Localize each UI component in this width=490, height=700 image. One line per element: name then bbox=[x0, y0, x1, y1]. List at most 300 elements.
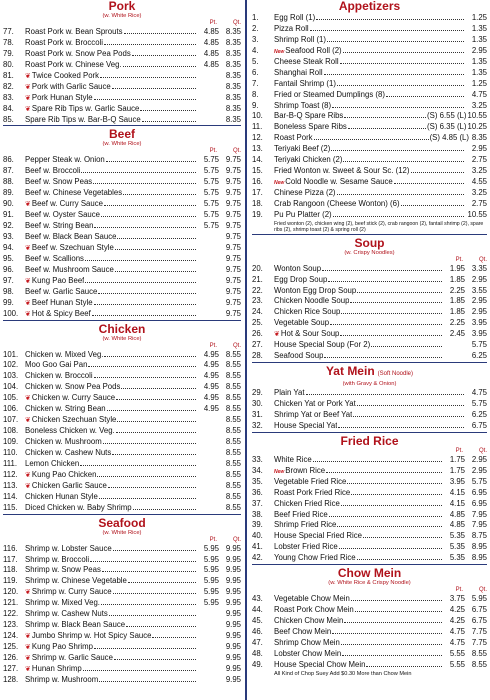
item-number: 32. bbox=[252, 420, 263, 430]
item-price-pint: 3.95 bbox=[449, 476, 465, 486]
hot-spicy-icon: ❦ bbox=[25, 654, 31, 662]
header-pint: Pt. bbox=[209, 20, 217, 26]
item-name: House Special Yat bbox=[274, 420, 338, 430]
item-name: Beef w. Garlic Sauce bbox=[25, 286, 98, 296]
menu-item bbox=[3, 360, 241, 371]
menu-item bbox=[252, 466, 487, 477]
item-name-wrap bbox=[25, 155, 105, 166]
item-name-wrap bbox=[25, 360, 87, 371]
menu-item bbox=[252, 122, 487, 133]
dot-leader bbox=[348, 128, 426, 129]
item-name: Chicken w. Mushroom bbox=[25, 437, 102, 446]
item-name-wrap bbox=[25, 448, 111, 459]
item-price-pint: 5.35 bbox=[449, 542, 465, 552]
item-price-pint: 5.75 bbox=[203, 166, 219, 176]
hot-spicy-icon: ❦ bbox=[25, 665, 31, 673]
menu-item bbox=[3, 631, 241, 642]
item-number: 93. bbox=[3, 232, 14, 241]
item-price-quart: 8.35 bbox=[225, 48, 241, 58]
header-spacer bbox=[3, 148, 187, 155]
menu-item bbox=[252, 318, 487, 329]
hot-spicy-icon: ❦ bbox=[25, 471, 31, 479]
item-price-quart: 8.55 bbox=[225, 349, 241, 359]
item-name: Wonton Soup bbox=[274, 263, 322, 273]
dot-leader bbox=[100, 77, 196, 78]
item-name-wrap bbox=[274, 13, 315, 24]
menu-item bbox=[252, 455, 487, 466]
item-price-quart: 8.55 bbox=[225, 447, 241, 457]
menu-item bbox=[252, 421, 487, 432]
header-spacer bbox=[3, 343, 187, 350]
item-name-wrap bbox=[25, 620, 125, 631]
item-name: Kung Pao Beef bbox=[31, 275, 85, 285]
dot-leader bbox=[329, 516, 442, 517]
menu-section bbox=[252, 564, 487, 678]
item-name: Roast Pork w. Bean Sprouts bbox=[25, 27, 123, 36]
item-price-quart: 2.95 bbox=[471, 274, 487, 284]
dot-leader bbox=[99, 498, 196, 499]
dot-leader bbox=[115, 249, 196, 250]
item-price-pint: 4.75 bbox=[449, 627, 465, 636]
menu-item bbox=[3, 82, 241, 93]
menu-item bbox=[252, 399, 487, 410]
item-number: 46. bbox=[252, 627, 263, 636]
section-title: Soup bbox=[354, 235, 385, 250]
item-number: 20. bbox=[252, 263, 263, 273]
item-name-wrap bbox=[25, 503, 132, 514]
item-number: 47. bbox=[252, 637, 263, 647]
item-number: 91. bbox=[3, 210, 14, 220]
item-number: 89. bbox=[3, 188, 14, 198]
item-price: 1.35 bbox=[471, 23, 487, 33]
section-title: Pork bbox=[108, 0, 136, 13]
item-size-prices: (S) 6.55 (L) bbox=[427, 111, 467, 121]
item-name: Spare Rib Tips w. Garlic Sauce bbox=[31, 103, 140, 113]
menu-item bbox=[252, 340, 487, 351]
item-name-wrap bbox=[274, 133, 313, 144]
menu-item bbox=[3, 576, 241, 587]
menu-item bbox=[3, 276, 241, 287]
item-name-wrap bbox=[274, 275, 327, 286]
dot-leader bbox=[113, 550, 196, 551]
item-price-quart: 8.55 bbox=[225, 437, 241, 446]
item-number: 95. bbox=[3, 253, 14, 263]
item-name-wrap bbox=[274, 166, 410, 177]
item-price-quart: 9.95 bbox=[225, 642, 241, 651]
menu-item bbox=[3, 60, 241, 71]
dot-leader bbox=[80, 465, 196, 466]
dot-leader bbox=[94, 304, 196, 305]
menu-item bbox=[3, 470, 241, 481]
item-number: 49. bbox=[252, 659, 263, 669]
item-number: 108. bbox=[3, 426, 19, 436]
dot-leader bbox=[121, 388, 196, 389]
item-price-quart: 2.95 bbox=[471, 307, 487, 317]
item-name-wrap bbox=[25, 49, 131, 60]
item-size-prices: (S) 4.85 (L) bbox=[429, 133, 469, 143]
item-price-quart: 2.95 bbox=[471, 296, 487, 306]
menu-item bbox=[3, 437, 241, 448]
menu-item bbox=[252, 24, 487, 35]
item-name-wrap bbox=[274, 488, 350, 499]
dot-leader bbox=[394, 183, 464, 184]
item-price-quart: 7.95 bbox=[471, 520, 487, 530]
item-name-wrap bbox=[274, 307, 340, 318]
item-number: 27. bbox=[252, 340, 263, 350]
item-price-quart: 6.75 bbox=[471, 605, 487, 615]
dot-leader bbox=[355, 611, 442, 612]
item-number: 9. bbox=[252, 100, 259, 110]
dot-leader bbox=[313, 461, 442, 462]
item-name-wrap bbox=[25, 27, 123, 38]
dot-leader bbox=[117, 421, 196, 422]
header-pint: Pt. bbox=[209, 148, 217, 155]
menu-item bbox=[252, 477, 487, 488]
item-number: 122. bbox=[3, 609, 19, 619]
item-price-pint: 4.25 bbox=[449, 616, 465, 626]
item-price-quart: 9.95 bbox=[225, 576, 241, 586]
dot-leader bbox=[94, 648, 196, 649]
hot-spicy-icon: ❦ bbox=[25, 589, 31, 597]
menu-item bbox=[252, 553, 487, 564]
item-name-wrap bbox=[25, 232, 116, 243]
item-price-pint: 5.75 bbox=[203, 221, 219, 231]
item-number: 36. bbox=[252, 487, 263, 497]
item-number: 127. bbox=[3, 663, 19, 673]
price-header bbox=[252, 257, 487, 264]
item-price-quart: 8.55 bbox=[471, 648, 487, 658]
dot-leader bbox=[106, 161, 196, 162]
header-quart: Qt. bbox=[232, 536, 241, 543]
item-price-quart: 8.35 bbox=[225, 114, 241, 124]
item-name-wrap bbox=[274, 144, 330, 155]
menu-item bbox=[3, 448, 241, 459]
item-price-quart: 8.55 bbox=[225, 415, 241, 425]
item-price-pint: 5.95 bbox=[203, 598, 219, 608]
section-title: Chow Mein bbox=[337, 566, 402, 581]
item-name-wrap bbox=[274, 455, 312, 466]
item-name-wrap bbox=[274, 79, 336, 90]
dot-leader bbox=[152, 637, 196, 638]
dot-leader bbox=[94, 99, 196, 100]
item-name: Chicken Noodle Soup bbox=[274, 296, 350, 306]
item-name: Chicken w. String Bean bbox=[25, 404, 106, 414]
dot-leader bbox=[338, 427, 464, 428]
dot-leader bbox=[353, 416, 464, 417]
menu-item bbox=[3, 155, 241, 166]
item-name: Cold Noodle w. Sesame Sauce bbox=[285, 177, 393, 187]
item-name: White Rice bbox=[274, 454, 312, 464]
new-badge: New bbox=[274, 48, 285, 55]
header-quart: Qt. bbox=[232, 342, 241, 349]
item-name: Pizza Roll bbox=[274, 23, 309, 33]
menu-item bbox=[252, 177, 487, 188]
item-name-wrap bbox=[25, 576, 127, 587]
item-name: Beef Chow Mein bbox=[274, 627, 332, 636]
menu-item bbox=[3, 27, 241, 38]
item-name: Chicken Garlic Sauce bbox=[31, 480, 107, 490]
menu-item bbox=[252, 638, 487, 649]
dot-leader bbox=[142, 121, 196, 122]
menu-item bbox=[3, 598, 241, 609]
item-name: Shrimp w. Lobster Sauce bbox=[25, 543, 112, 553]
menu-item bbox=[3, 232, 241, 243]
dot-leader bbox=[124, 33, 196, 34]
dot-leader bbox=[102, 571, 196, 572]
item-price: 4.55 bbox=[471, 177, 487, 187]
dot-leader bbox=[109, 615, 196, 616]
item-name-wrap bbox=[25, 426, 115, 437]
item-price-quart: 9.95 bbox=[225, 631, 241, 641]
item-name-wrap bbox=[274, 68, 323, 79]
dot-leader bbox=[306, 394, 465, 395]
dot-leader bbox=[351, 494, 442, 495]
item-name: Seafood Roll (2) bbox=[285, 45, 342, 55]
dot-leader bbox=[314, 139, 429, 140]
dot-leader bbox=[371, 346, 442, 347]
item-number: 16. bbox=[252, 177, 263, 187]
menu-item bbox=[3, 166, 241, 177]
item-name-wrap bbox=[25, 188, 122, 199]
item-number: 45. bbox=[252, 616, 263, 626]
item-name-wrap bbox=[25, 382, 120, 393]
dot-leader bbox=[103, 443, 196, 444]
item-number: 119. bbox=[3, 576, 18, 586]
item-price-pint: 4.95 bbox=[203, 382, 219, 392]
item-price-quart: 8.35 bbox=[225, 92, 241, 102]
item-price-pint: 4.95 bbox=[203, 393, 219, 403]
item-number: 96. bbox=[3, 264, 14, 274]
item-name: Shrimp Chow Mein bbox=[274, 637, 340, 647]
header-pint: Pt. bbox=[455, 256, 463, 263]
dot-leader bbox=[316, 19, 464, 20]
header-quart: Qt. bbox=[478, 587, 487, 594]
dot-leader bbox=[94, 227, 196, 228]
dot-leader bbox=[140, 110, 196, 111]
section-title-note: (Soft Noodle) bbox=[377, 371, 414, 378]
item-name: Shrimp w. Mushroom bbox=[25, 674, 99, 684]
item-name-wrap bbox=[274, 638, 340, 649]
item-name: Fantail Shrimp (1) bbox=[274, 78, 336, 88]
header-quart: Qt. bbox=[232, 148, 241, 155]
item-price-pint: 4.95 bbox=[203, 404, 219, 414]
item-name-wrap bbox=[274, 553, 356, 564]
item-price-pint: 2.25 bbox=[449, 285, 465, 295]
menu-item bbox=[252, 660, 487, 671]
item-number: 86. bbox=[3, 155, 14, 165]
item-name: Chicken w. Broccoli bbox=[25, 371, 93, 381]
item-name: Beef w. Oyster Sauce bbox=[25, 210, 100, 220]
dot-leader bbox=[343, 161, 464, 162]
item-price-pint: 1.75 bbox=[449, 465, 465, 475]
item-price-quart: 9.75 bbox=[225, 232, 241, 241]
item-name: Hot & Spicy Beef bbox=[31, 308, 91, 318]
dot-leader bbox=[104, 356, 196, 357]
item-name-wrap bbox=[274, 318, 329, 329]
item-price: 10.25 bbox=[467, 122, 487, 132]
item-name: Vegetable Soup bbox=[274, 318, 330, 328]
item-price-quart: 6.95 bbox=[471, 487, 487, 497]
item-price-quart: 8.55 bbox=[225, 491, 241, 501]
item-number: 100. bbox=[3, 308, 19, 318]
item-name: House Special Fried Rice bbox=[274, 531, 362, 541]
item-name: Fried Wonton w. Sweet & Sour Sc. (12) bbox=[274, 166, 410, 176]
header-spacer bbox=[252, 448, 433, 455]
menu-item bbox=[252, 594, 487, 605]
item-price: 3.25 bbox=[471, 166, 487, 176]
menu-item bbox=[3, 93, 241, 104]
item-name-wrap bbox=[274, 594, 350, 605]
item-price: 10.55 bbox=[467, 209, 487, 219]
item-name: Roast Pork bbox=[274, 133, 313, 143]
item-price: 3.25 bbox=[471, 188, 487, 197]
item-number: 83. bbox=[3, 92, 14, 102]
item-number: 33. bbox=[252, 454, 263, 464]
dot-leader bbox=[337, 85, 464, 86]
item-name: Roast Pork w. Broccoli bbox=[25, 37, 103, 47]
item-price-quart: 9.75 bbox=[225, 188, 241, 198]
item-price-pint: 4.85 bbox=[449, 509, 465, 519]
dot-leader bbox=[357, 292, 442, 293]
item-name-wrap bbox=[25, 265, 114, 276]
item-price: 5.75 bbox=[471, 399, 487, 408]
menu-item bbox=[3, 199, 241, 210]
menu-item bbox=[252, 111, 487, 122]
item-price: 2.75 bbox=[471, 155, 487, 165]
right-column bbox=[245, 0, 490, 700]
menu-item bbox=[3, 503, 241, 514]
item-name-wrap bbox=[274, 101, 331, 112]
menu-item bbox=[252, 388, 487, 399]
price-header bbox=[3, 148, 241, 155]
item-name-wrap bbox=[25, 598, 100, 609]
item-price-pint: 5.75 bbox=[203, 177, 219, 187]
item-price: 2.95 bbox=[471, 45, 487, 55]
item-number: 39. bbox=[252, 520, 263, 530]
item-name-wrap bbox=[274, 531, 362, 542]
menu-item bbox=[3, 675, 241, 686]
item-price-quart: 6.25 bbox=[471, 351, 487, 361]
item-number: 80. bbox=[3, 59, 14, 69]
item-name-wrap bbox=[274, 388, 305, 399]
dot-leader bbox=[116, 399, 196, 400]
item-price-quart: 9.75 bbox=[225, 210, 241, 220]
item-name-wrap bbox=[25, 166, 80, 177]
item-price-quart: 8.55 bbox=[225, 393, 241, 403]
dot-leader bbox=[344, 117, 426, 118]
item-number: 79. bbox=[3, 48, 14, 58]
menu-item bbox=[252, 296, 487, 307]
item-price-quart: 3.95 bbox=[471, 329, 487, 339]
item-number: 117. bbox=[3, 554, 18, 564]
item-number: 113. bbox=[3, 480, 18, 490]
item-price-quart: 9.95 bbox=[225, 598, 241, 608]
item-name-wrap bbox=[274, 199, 400, 210]
item-name: Roast Pork w. Chinese Veg. bbox=[25, 59, 122, 69]
dot-leader bbox=[101, 216, 196, 217]
item-name: Shrimp Yat or Beef Yat bbox=[274, 409, 353, 419]
item-name: Fried or Steamed Dumplings (8) bbox=[274, 89, 385, 99]
item-name: Beef w. String Bean bbox=[25, 221, 94, 231]
menu-item bbox=[252, 133, 487, 144]
item-price-pint: 4.95 bbox=[203, 360, 219, 370]
item-number: 81. bbox=[3, 70, 14, 80]
menu-item bbox=[3, 565, 241, 576]
item-price-quart: 8.75 bbox=[471, 531, 487, 541]
hot-spicy-icon: ❦ bbox=[25, 105, 31, 113]
item-name-wrap bbox=[25, 437, 102, 448]
item-number: 88. bbox=[3, 177, 14, 187]
item-number: 12. bbox=[252, 133, 263, 143]
dot-leader bbox=[330, 324, 442, 325]
item-name: Lobster Chow Mein bbox=[274, 648, 342, 658]
item-price: 1.25 bbox=[471, 78, 487, 88]
item-name-wrap bbox=[25, 404, 106, 415]
item-name-wrap bbox=[274, 35, 326, 46]
menu-item bbox=[252, 410, 487, 421]
menu-item bbox=[3, 265, 241, 276]
price-header bbox=[3, 20, 241, 27]
item-name-wrap bbox=[274, 499, 340, 510]
menu-item bbox=[252, 605, 487, 616]
item-name-wrap bbox=[25, 60, 122, 71]
dot-leader bbox=[85, 260, 196, 261]
menu-item bbox=[252, 531, 487, 542]
menu-item bbox=[252, 520, 487, 531]
dot-leader bbox=[337, 526, 442, 527]
item-number: 128. bbox=[3, 674, 19, 684]
item-name: Beef w. Black Bean Sauce bbox=[25, 232, 117, 241]
item-name: Cheese Steak Roll bbox=[274, 56, 339, 66]
item-name: Roast Pork Fried Rice bbox=[274, 487, 351, 497]
item-price-quart: 9.75 bbox=[225, 253, 241, 263]
new-badge: New bbox=[274, 180, 285, 187]
menu-item bbox=[252, 210, 487, 221]
menu-item bbox=[252, 649, 487, 660]
item-number: 111. bbox=[3, 458, 18, 468]
hot-spicy-icon: ❦ bbox=[274, 331, 280, 339]
menu-item bbox=[3, 459, 241, 470]
item-number: 29. bbox=[252, 388, 263, 398]
item-price-quart: 9.95 bbox=[225, 620, 241, 630]
item-number: 104. bbox=[3, 382, 19, 392]
menu-item bbox=[3, 49, 241, 60]
item-name-wrap bbox=[274, 122, 347, 133]
item-name: Diced Chicken w. Baby Shrimp bbox=[25, 502, 132, 512]
dot-leader bbox=[108, 487, 196, 488]
item-price-quart: 9.75 bbox=[225, 275, 241, 285]
hot-spicy-icon: ❦ bbox=[25, 83, 31, 91]
item-number: 105. bbox=[3, 393, 19, 403]
item-number: 11. bbox=[252, 122, 263, 132]
item-name-wrap bbox=[274, 111, 343, 122]
item-price-quart: 8.95 bbox=[471, 542, 487, 552]
item-name: Seafood Soup bbox=[274, 351, 324, 361]
item-name: Hunan Shrimp bbox=[31, 663, 82, 673]
menu-item bbox=[3, 415, 241, 426]
item-name-wrap bbox=[274, 286, 356, 297]
item-name: Beef w. Chinese Vegetables bbox=[25, 188, 123, 198]
item-price-quart: 9.75 bbox=[225, 166, 241, 176]
hot-spicy-icon: ❦ bbox=[25, 277, 31, 285]
item-price-quart: 6.95 bbox=[471, 498, 487, 508]
item-number: 30. bbox=[252, 399, 263, 408]
item-name: Chinese Pizza (2) bbox=[274, 188, 336, 197]
item-number: 18. bbox=[252, 198, 263, 208]
item-name: Beef Hunan Style bbox=[31, 297, 93, 307]
item-price-quart: 9.75 bbox=[225, 264, 241, 274]
dot-leader bbox=[328, 281, 442, 282]
